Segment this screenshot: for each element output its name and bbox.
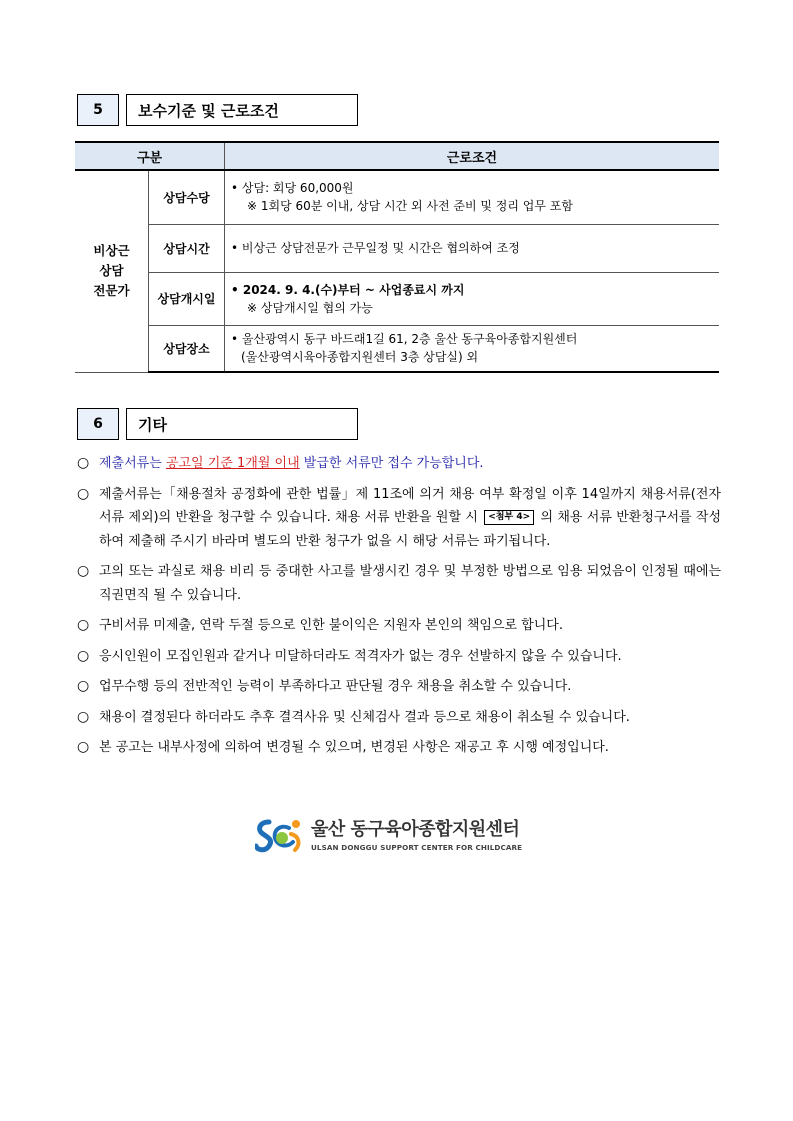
working-conditions-table	[75, 141, 719, 373]
category-line: 전문가	[93, 283, 130, 299]
section-6-header	[77, 408, 358, 440]
list-item	[77, 483, 721, 554]
list-item	[77, 736, 721, 760]
content-note: ※ 1회당 60분 이내, 상담 시간 외 사전 준비 및 정리 업무 포함	[247, 199, 573, 214]
center-logo	[255, 815, 540, 857]
item-text-part: 제출서류는「채용절차 공정화에 관한 법률」제 11조에 의거 채용 여부 확정일 이후 14일까지 채용서류(전자서류 제외)의 반환을 청구할 수 있습니다. 채용 서류 반환을 원할 시	[99, 486, 721, 525]
item-text-part: 의 채용 서류 반환청구서를 작성하여 제출해 주시기 바라며 별도의 반환 청구가 없을 시 해당 서류는 파기됩니다.	[99, 510, 722, 549]
table-row	[75, 272, 719, 325]
item-text	[99, 452, 721, 476]
circle-bullet-icon: ○	[77, 708, 90, 725]
content-note: ※ 상담개시일 협의 가능	[247, 300, 373, 315]
highlighted-text: 공고일 기준 1개월 이내	[165, 456, 300, 471]
list-item	[77, 560, 721, 607]
list-item	[77, 614, 721, 638]
content-bullet: • 비상근 상담전문가 근무일정 및 시간은 협의하여 조정	[231, 241, 520, 255]
row-label: 상담시간	[149, 224, 225, 272]
circle-bullet-icon: ○	[77, 563, 90, 579]
row-content	[225, 325, 720, 372]
content-bullet: • 상담: 회당 60,000원	[231, 181, 354, 196]
circle-bullet-icon: ○	[77, 739, 90, 755]
content-bullet: • 2024. 9. 4.(수)부터 ~ 사업종료시 까지	[231, 282, 465, 297]
section-title: 기타	[126, 408, 358, 440]
item-text-part: 발급한 서류만 접수 가능합니다.	[299, 456, 484, 471]
circle-bullet-icon: ○	[77, 647, 90, 664]
attachment-badge: <첨부 4>	[484, 510, 534, 525]
row-content	[225, 170, 720, 224]
list-item	[77, 706, 721, 730]
circle-bullet-icon: ○	[77, 485, 90, 502]
list-item	[77, 645, 721, 669]
section-title: 보수기준 및 근로조건	[126, 94, 358, 126]
item-text: 채용이 결정된다 하더라도 추후 결격사유 및 신체검사 결과 등으로 채용이 취소될 수 있습니다.	[99, 709, 630, 725]
row-label: 상담개시일	[149, 272, 225, 325]
item-text: 본 공고는 내부사정에 의하여 변경될 수 있으며, 변경된 사항은 재공고 후 시행 예정입니다.	[99, 740, 609, 755]
content-bullet: • 울산광역시 동구 바드래1길 61, 2층 울산 동구육아종합지원센터	[231, 332, 578, 347]
notice-list	[77, 452, 721, 767]
item-text: 구비서류 미제출, 연락 두절 등으로 인한 불이익은 지원자 본인의 책임으로 합니다.	[99, 618, 564, 633]
row-content	[225, 272, 720, 325]
row-content	[225, 224, 720, 272]
section-5-header	[77, 94, 358, 126]
content-note: (울산광역시육아종합지원센터 3층 상담실) 외	[241, 350, 479, 365]
category-line: 비상근	[93, 243, 130, 259]
list-item	[77, 675, 721, 699]
section-number: 6	[77, 408, 119, 440]
logo-name-english: ULSAN DONGGU SUPPORT CENTER FOR CHILDCARE	[311, 842, 523, 852]
section-number: 5	[77, 94, 119, 126]
item-text-part: 제출서류는	[99, 456, 166, 471]
circle-bullet-icon: ○	[77, 678, 90, 694]
table-row	[75, 224, 719, 272]
logo-name-korean: 울산 동구육아종합지원센터	[311, 818, 520, 840]
category-cell	[75, 170, 149, 372]
item-text: 업무수행 등의 전반적인 능력이 부족하다고 판단될 경우 채용을 취소할 수 있습니다.	[99, 679, 572, 694]
row-label: 상담수당	[149, 170, 225, 224]
item-text: 응시인원이 모집인원과 같거나 미달하더라도 적격자가 없는 경우 선발하지 않을 수 있습니다.	[99, 648, 622, 664]
table-row	[75, 325, 719, 372]
item-text	[99, 483, 721, 554]
header-conditions: 근로조건	[225, 142, 720, 170]
logo-mark-icon	[255, 816, 305, 856]
row-label: 상담장소	[149, 325, 225, 372]
logo-text	[311, 820, 522, 853]
item-text: 고의 또는 과실로 채용 비리 등 중대한 사고를 발생시킨 경우 및 부정한 방법으로 임용 되었음이 인정될 때에는 직권면직 될 수 있습니다.	[99, 564, 721, 603]
category-line: 상담	[99, 263, 124, 279]
circle-bullet-icon: ○	[77, 617, 90, 633]
table-header-row	[75, 142, 719, 170]
circle-bullet-icon: ○	[77, 455, 90, 471]
table-row	[75, 170, 719, 224]
list-item	[77, 452, 721, 476]
header-category: 구분	[75, 142, 225, 170]
